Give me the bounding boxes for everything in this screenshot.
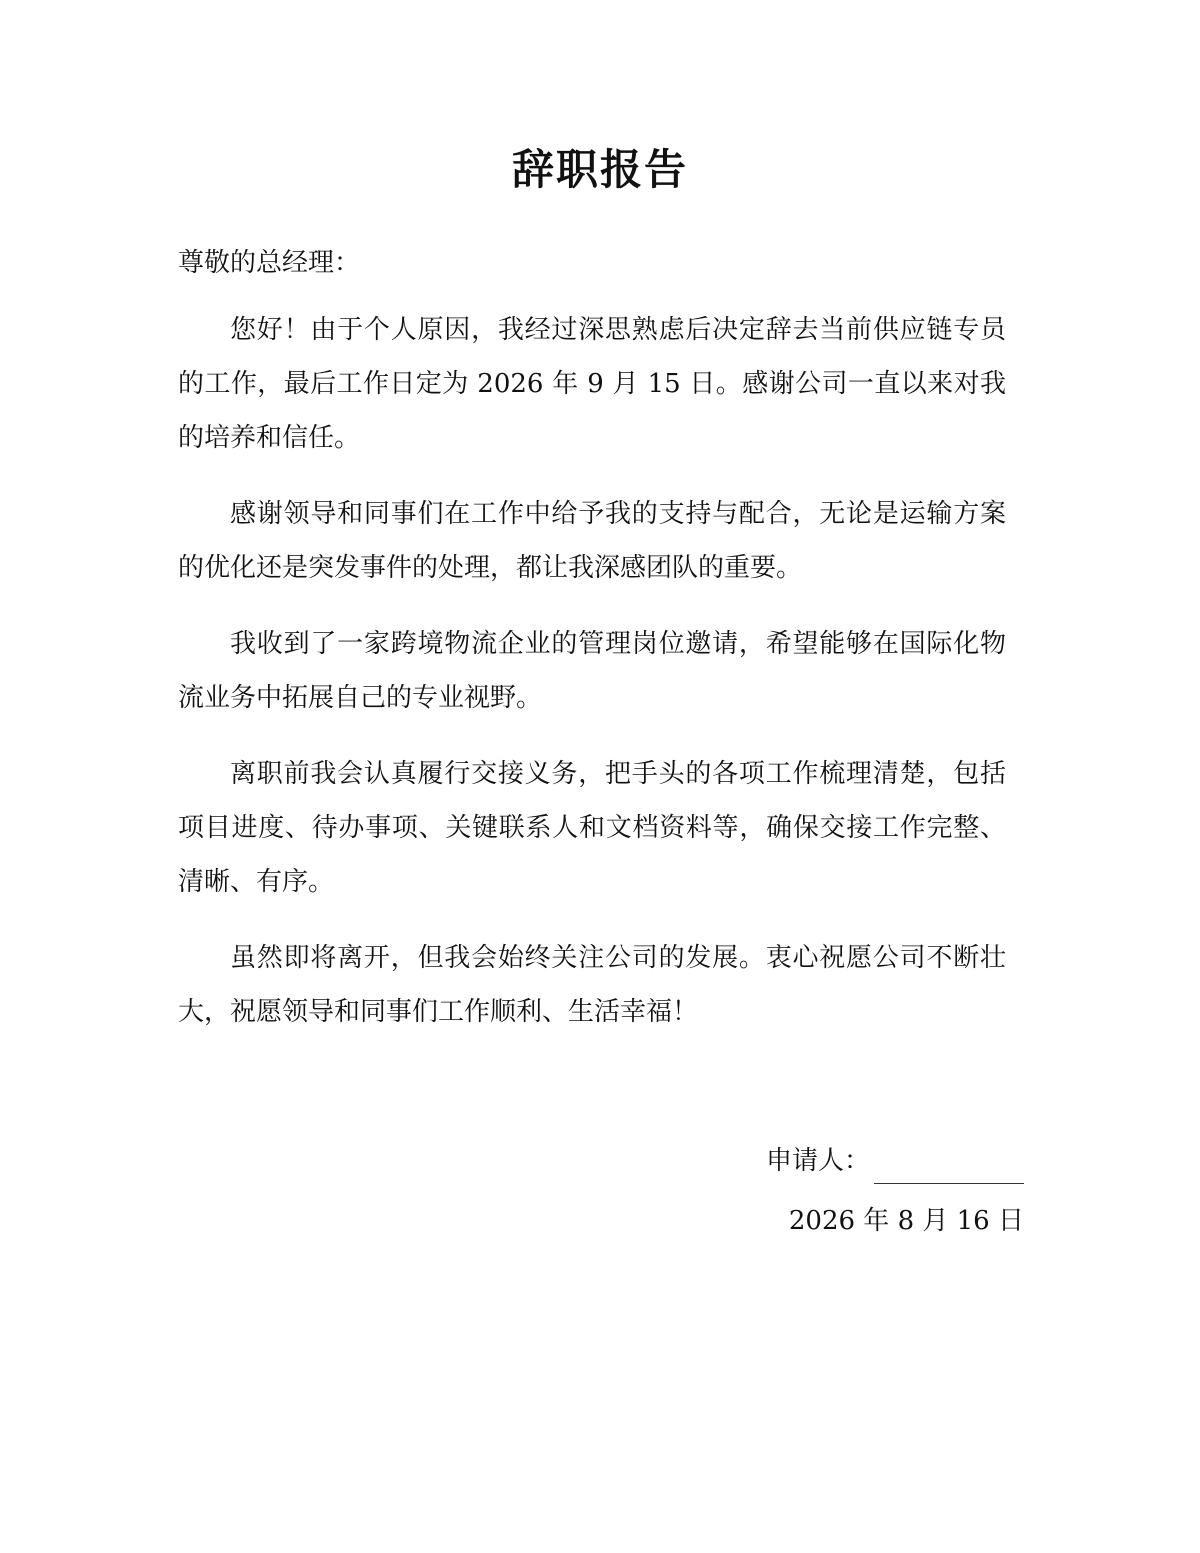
letter-date: 2026 年 8 月 16 日: [788, 1206, 1024, 1236]
applicant-signature: [766, 1138, 1024, 1184]
paragraph-reason: 您好！由于个人原因，我经过深思熟虑后决定辞去当前供应链专员的工作，最后工作日定为 2026 年 9 月 15 日。感谢公司一直以来对我的培养和信任。: [178, 315, 1006, 453]
salutation: 尊敬的总经理：: [178, 248, 361, 278]
letter-body: [178, 303, 1006, 1061]
paragraph-handover: 离职前我会认真履行交接义务，把手头的各项工作梳理清楚，包括项目进度、待办事项、关键联系人和文档资料等，确保交接工作完整、清晰、有序。: [178, 759, 1006, 897]
letter-title: 辞职报告: [511, 145, 688, 194]
paragraph-thanks: 感谢领导和同事们在工作中给予我的支持与配合，无论是运输方案的优化还是突发事件的处理，都让我深感团队的重要。: [178, 499, 1006, 583]
signature-line: [874, 1151, 1024, 1184]
paragraph-closing: 虽然即将离开，但我会始终关注公司的发展。衷心祝愿公司不断壮大，祝愿领导和同事们工作顺利、生活幸福！: [178, 943, 1006, 1027]
paragraph-new-opportunity: 我收到了一家跨境物流企业的管理岗位邀请，希望能够在国际化物流业务中拓展自己的专业视野。: [178, 629, 1006, 713]
applicant-label: 申请人：: [765, 1146, 870, 1176]
